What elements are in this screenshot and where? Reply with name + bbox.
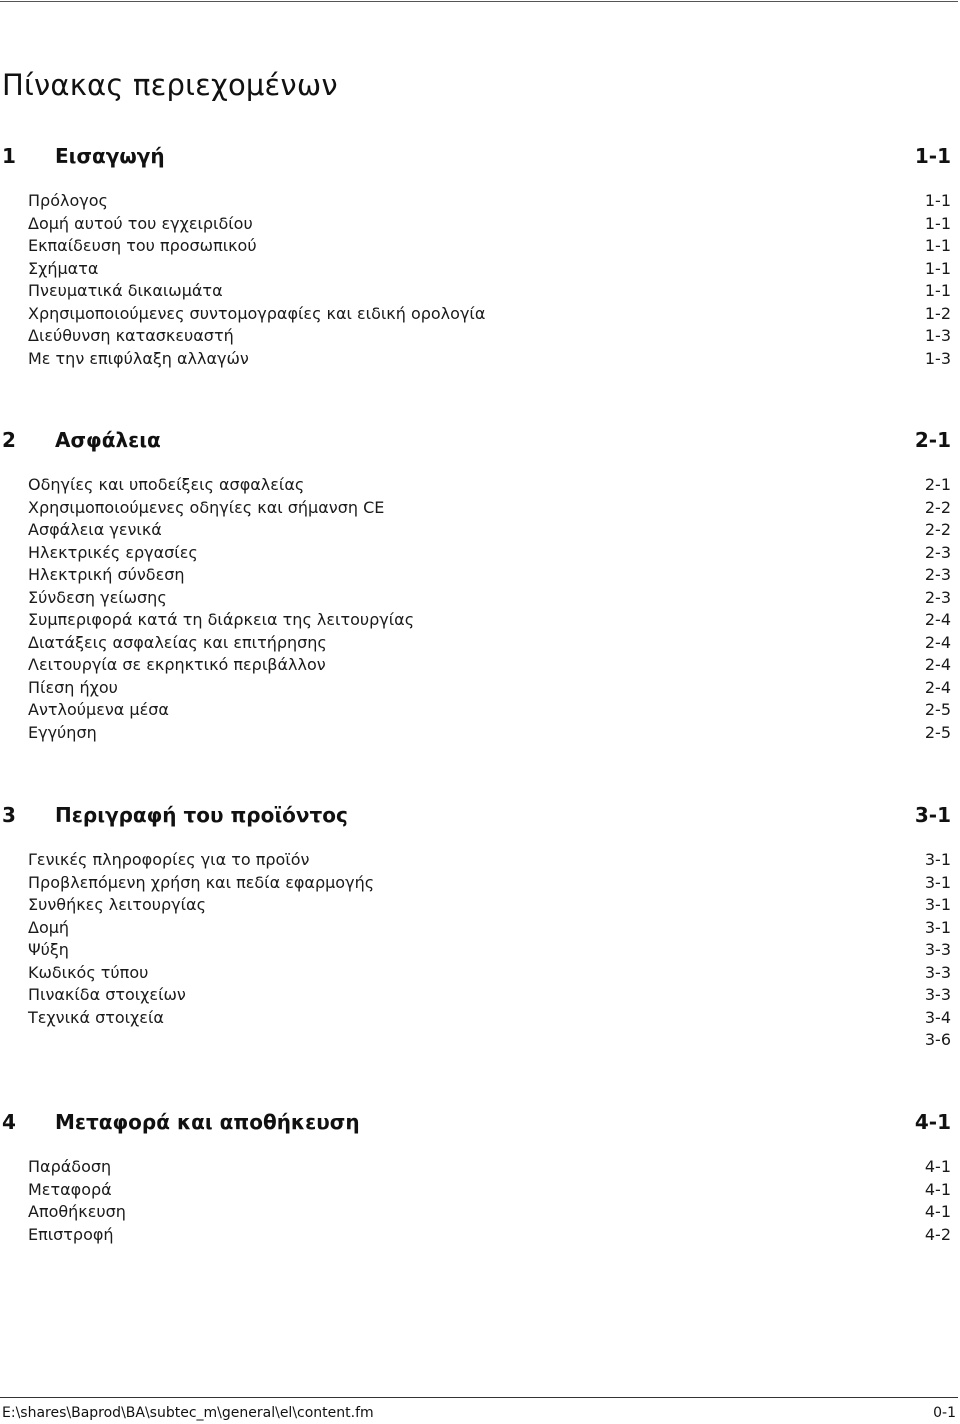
- toc-entry-title[interactable]: Εκπαίδευση του προσωπικού: [28, 236, 257, 255]
- toc-entry-title[interactable]: Δομή αυτού του εγχειριδίου: [28, 213, 253, 233]
- toc-entry[interactable]: [0, 280, 960, 303]
- toc-entry-page: 4-1: [924, 1179, 951, 1199]
- toc-entry[interactable]: [0, 632, 960, 655]
- toc-entry-title[interactable]: Πινακίδα στοιχείων: [28, 985, 186, 1004]
- toc-entry[interactable]: [0, 587, 960, 610]
- chapter-entries: [0, 1156, 960, 1246]
- toc-entry-page: 2-4: [924, 632, 951, 652]
- toc-entry-page: 2-4: [924, 655, 951, 674]
- toc-entry-page: 2-2: [924, 520, 951, 539]
- toc-entry-page: 1-2: [924, 303, 951, 323]
- chapter-number: 2: [2, 428, 16, 452]
- toc-entry-page: 2-2: [924, 497, 951, 517]
- toc-entry[interactable]: [0, 542, 960, 565]
- toc-entry[interactable]: [0, 235, 960, 258]
- chapter-2: [0, 423, 960, 744]
- toc-entry-title[interactable]: Αποθήκευση: [28, 1202, 126, 1221]
- toc-entry-page: 3-1: [924, 895, 951, 914]
- toc-entry-page: 3-1: [924, 850, 951, 869]
- toc-entry-title[interactable]: Πνευματικά δικαιωμάτα: [28, 281, 223, 300]
- chapter-page-number: 4-1: [914, 1110, 951, 1134]
- toc-entry[interactable]: [0, 348, 960, 371]
- toc-entry[interactable]: [0, 190, 960, 213]
- toc-entry-title[interactable]: Με την επιφύλαξη αλλαγών: [28, 348, 249, 368]
- toc-entry-page: 1-1: [924, 191, 951, 210]
- chapter-page-number: 3-1: [914, 803, 951, 827]
- toc-entry-page: 3-3: [924, 940, 951, 959]
- chapter-number: 1: [2, 144, 16, 168]
- toc-entry-page: 2-4: [924, 610, 951, 629]
- chapter-heading[interactable]: [0, 423, 960, 457]
- toc-entry-title[interactable]: Χρησιμοποιούμενες οδηγίες και σήμανση CE: [28, 497, 385, 517]
- toc-entry[interactable]: [0, 722, 960, 745]
- toc-entry[interactable]: [0, 872, 960, 895]
- toc-entry-title[interactable]: Δομή: [28, 917, 70, 937]
- toc-entry-page: 4-1: [924, 1157, 951, 1176]
- toc-entry-title[interactable]: Μεταφορά: [28, 1179, 112, 1199]
- chapter-3: [0, 798, 960, 1052]
- toc-entry-title[interactable]: Λειτουργία σε εκρηκτικό περιβάλλον: [28, 655, 326, 674]
- toc-entry-title[interactable]: Σχήματα: [28, 258, 99, 278]
- toc-entry[interactable]: [0, 519, 960, 542]
- toc-entry-title[interactable]: Παράδοση: [28, 1157, 112, 1176]
- toc-entry-title[interactable]: Συνθήκες λειτουργίας: [28, 895, 206, 914]
- toc-entry[interactable]: [0, 1201, 960, 1224]
- chapter-title[interactable]: Ασφάλεια: [55, 428, 161, 452]
- footer-file-path: E:\shares\Baprod\BA\subtec_m\general\el\content.fm: [2, 1405, 374, 1421]
- chapter-number: 3: [2, 803, 16, 827]
- toc-entry-title[interactable]: Εγγύηση: [28, 722, 97, 742]
- toc-entry-title[interactable]: Χρησιμοποιούμενες συντομογραφίες και ειδική ορολογία: [28, 303, 486, 323]
- toc-entry[interactable]: [0, 325, 960, 348]
- toc-entry[interactable]: [0, 1179, 960, 1202]
- toc-entry-title[interactable]: Διεύθυνση κατασκευαστή: [28, 326, 234, 345]
- toc-entry[interactable]: [0, 962, 960, 985]
- toc-entry[interactable]: [0, 677, 960, 700]
- toc-entry-title[interactable]: Κωδικός τύπου: [28, 962, 149, 982]
- toc-entry[interactable]: [0, 303, 960, 326]
- chapter-entries: [0, 190, 960, 370]
- toc-entry-page: 3-1: [924, 872, 951, 892]
- toc-entry-title[interactable]: Ψύξη: [28, 940, 69, 959]
- toc-entry-title[interactable]: Γενικές πληροφορίες για το προϊόν: [28, 850, 310, 869]
- top-rule: [0, 1, 958, 2]
- toc-entry-title[interactable]: Συμπεριφορά κατά τη διάρκεια της λειτουργίας: [28, 610, 415, 629]
- footer-rule: [0, 1397, 958, 1398]
- toc-entry-page: 2-3: [924, 542, 951, 562]
- toc-entry-page: 4-2: [924, 1224, 951, 1244]
- toc-entry-page: 2-3: [924, 565, 951, 584]
- chapter-title[interactable]: Εισαγωγή: [55, 144, 165, 168]
- toc-entry-page: 2-1: [924, 475, 951, 494]
- toc-entry-page: 3-1: [924, 917, 951, 937]
- chapter-1: [0, 139, 960, 370]
- toc-entry[interactable]: [0, 984, 960, 1007]
- toc-entry-page: 2-4: [924, 677, 951, 697]
- toc-entry[interactable]: [0, 917, 960, 940]
- chapter-entries: [0, 474, 960, 744]
- toc-entry[interactable]: [0, 894, 960, 917]
- toc-entry[interactable]: [0, 849, 960, 872]
- chapter-page-number: 1-1: [914, 144, 951, 168]
- toc-entry[interactable]: [0, 1224, 960, 1247]
- toc-entry-title[interactable]: Οδηγίες και υποδείξεις ασφαλείας: [28, 475, 305, 494]
- page-title: Πίνακας περιεχομένων: [2, 68, 338, 103]
- toc-entry-title[interactable]: Ηλεκτρική σύνδεση: [28, 565, 185, 584]
- toc-entry-title[interactable]: Σύνδεση γείωσης: [28, 587, 167, 607]
- footer-page-number: 0-1: [933, 1405, 956, 1421]
- toc-entry[interactable]: [0, 609, 960, 632]
- toc-entry-page: 2-5: [924, 722, 951, 742]
- toc-entry[interactable]: [0, 564, 960, 587]
- toc-entry[interactable]: [0, 699, 960, 722]
- toc-entry-title[interactable]: Ηλεκτρικές εργασίες: [28, 542, 198, 562]
- chapter-heading[interactable]: [0, 139, 960, 173]
- toc-entry-page: 1-1: [924, 258, 951, 278]
- toc-entry-page: 1-1: [924, 281, 951, 300]
- toc-entry-title[interactable]: Πίεση ήχου: [28, 677, 118, 697]
- toc-entry-page: 3-3: [924, 962, 951, 982]
- toc-entry-page: 4-1: [924, 1202, 951, 1221]
- toc-entry-page: 1-1: [924, 236, 951, 255]
- toc-entry-title[interactable]: Ασφάλεια γενικά: [28, 520, 162, 539]
- toc-entry[interactable]: [0, 213, 960, 236]
- toc-entry-page: 1-3: [924, 348, 951, 368]
- toc-entry-title[interactable]: Αντλούμενα μέσα: [28, 700, 169, 719]
- toc-entry[interactable]: [0, 654, 960, 677]
- chapter-title[interactable]: Μεταφορά και αποθήκευση: [55, 1110, 360, 1134]
- toc-entry-title[interactable]: Προβλεπόμενη χρήση και πεδία εφαρμογής: [28, 872, 375, 892]
- toc-entry-title[interactable]: Επιστροφή: [28, 1224, 114, 1244]
- toc-entry-page: 2-3: [924, 587, 951, 607]
- toc-entry-page: 3-6: [924, 1030, 951, 1049]
- chapter-heading[interactable]: [0, 798, 960, 832]
- chapter-page-number: 2-1: [914, 428, 951, 452]
- toc-entry-page: 2-5: [924, 700, 951, 719]
- toc-entry-title[interactable]: Τεχνικά στοιχεία: [28, 1007, 164, 1027]
- chapter-heading[interactable]: [0, 1105, 960, 1139]
- toc-entry-page: 1-3: [924, 326, 951, 345]
- toc-entry[interactable]: [0, 1029, 960, 1052]
- toc-entry[interactable]: [0, 474, 960, 497]
- toc-entry[interactable]: [0, 939, 960, 962]
- toc-entry[interactable]: [0, 1007, 960, 1030]
- toc-entry-title[interactable]: Πρόλογος: [28, 191, 108, 210]
- toc-entry[interactable]: [0, 497, 960, 520]
- toc-entry-page: 3-3: [924, 985, 951, 1004]
- toc-entry[interactable]: [0, 1156, 960, 1179]
- chapter-number: 4: [2, 1110, 16, 1134]
- chapter-title[interactable]: Περιγραφή του προϊόντος: [55, 803, 348, 827]
- toc-entry-page: 1-1: [924, 213, 951, 233]
- toc-entry[interactable]: [0, 258, 960, 281]
- chapter-entries: [0, 849, 960, 1052]
- toc-entry-title[interactable]: Διατάξεις ασφαλείας και επιτήρησης: [28, 632, 327, 652]
- toc-entry-page: 3-4: [924, 1007, 951, 1027]
- chapter-4: [0, 1105, 960, 1246]
